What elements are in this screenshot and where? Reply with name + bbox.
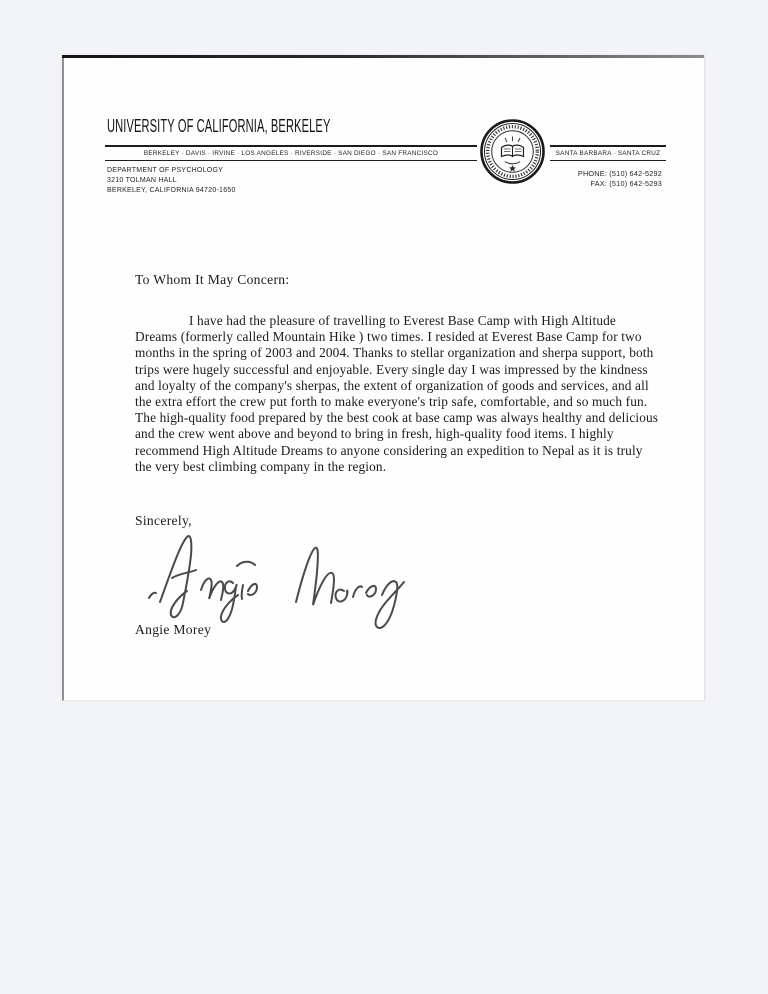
campus-list-right: SANTA BARBARA · SANTA CRUZ [555, 150, 661, 157]
campus-rule-right [550, 145, 666, 161]
uc-berkeley-seal-icon [477, 116, 548, 187]
handwritten-signature [144, 528, 434, 633]
phone-number: PHONE: (510) 642-5292 [577, 169, 662, 178]
typed-name: Angie Morey [135, 622, 212, 637]
campus-list-left: BERKELEY · DAVIS · IRVINE · LOS ANGELES · RIVERSIDE · SAN DIEGO · SAN FRANCISCO [143, 150, 439, 157]
contact-info [578, 169, 662, 188]
campus-rule-left [105, 145, 477, 161]
department-name: DEPARTMENT OF PSYCHOLOGY [107, 167, 224, 174]
closing: Sincerely, [135, 513, 192, 528]
fax-number: FAX: (510) 642-5293 [590, 178, 662, 188]
department-hall: 3210 TOLMAN HALL [107, 177, 177, 184]
department-address [107, 166, 236, 196]
letter-body: I have had the pleasure of travelling to Everest Base Camp with High Altitude Dreams (formerly called Mountain Hike ) two times. I resided at Everest Base Camp for two months in the spring of 2003 and 2004. Thanks to stellar organization and sherpa support, both trips were hugely successful and enjoyable. Every single day I was impressed by the kindness and loyalty of the company's sherpas, the extent of organization of goods and services, and all the extra effort the crew put forth to make everyone's trip safe, comfortable, and so much fun. The high-quality food prepared by the best cook at base camp was always healthy and delicious and the crew went above and beyond to bring in fresh, high-quality food items. I highly recommend High Altitude Dreams to anyone considering an expedition to Nepal as it is truly the very best climbing company in the region. [135, 313, 659, 474]
salutation: To Whom It May Concern: [135, 272, 290, 287]
letter-page [62, 55, 705, 701]
department-city-zip: BERKELEY, CALIFORNIA 94720-1650 [107, 187, 236, 194]
letterhead-title: UNIVERSITY OF CALIFORNIA, BERKELEY [107, 115, 331, 136]
scan-edge [62, 55, 704, 58]
